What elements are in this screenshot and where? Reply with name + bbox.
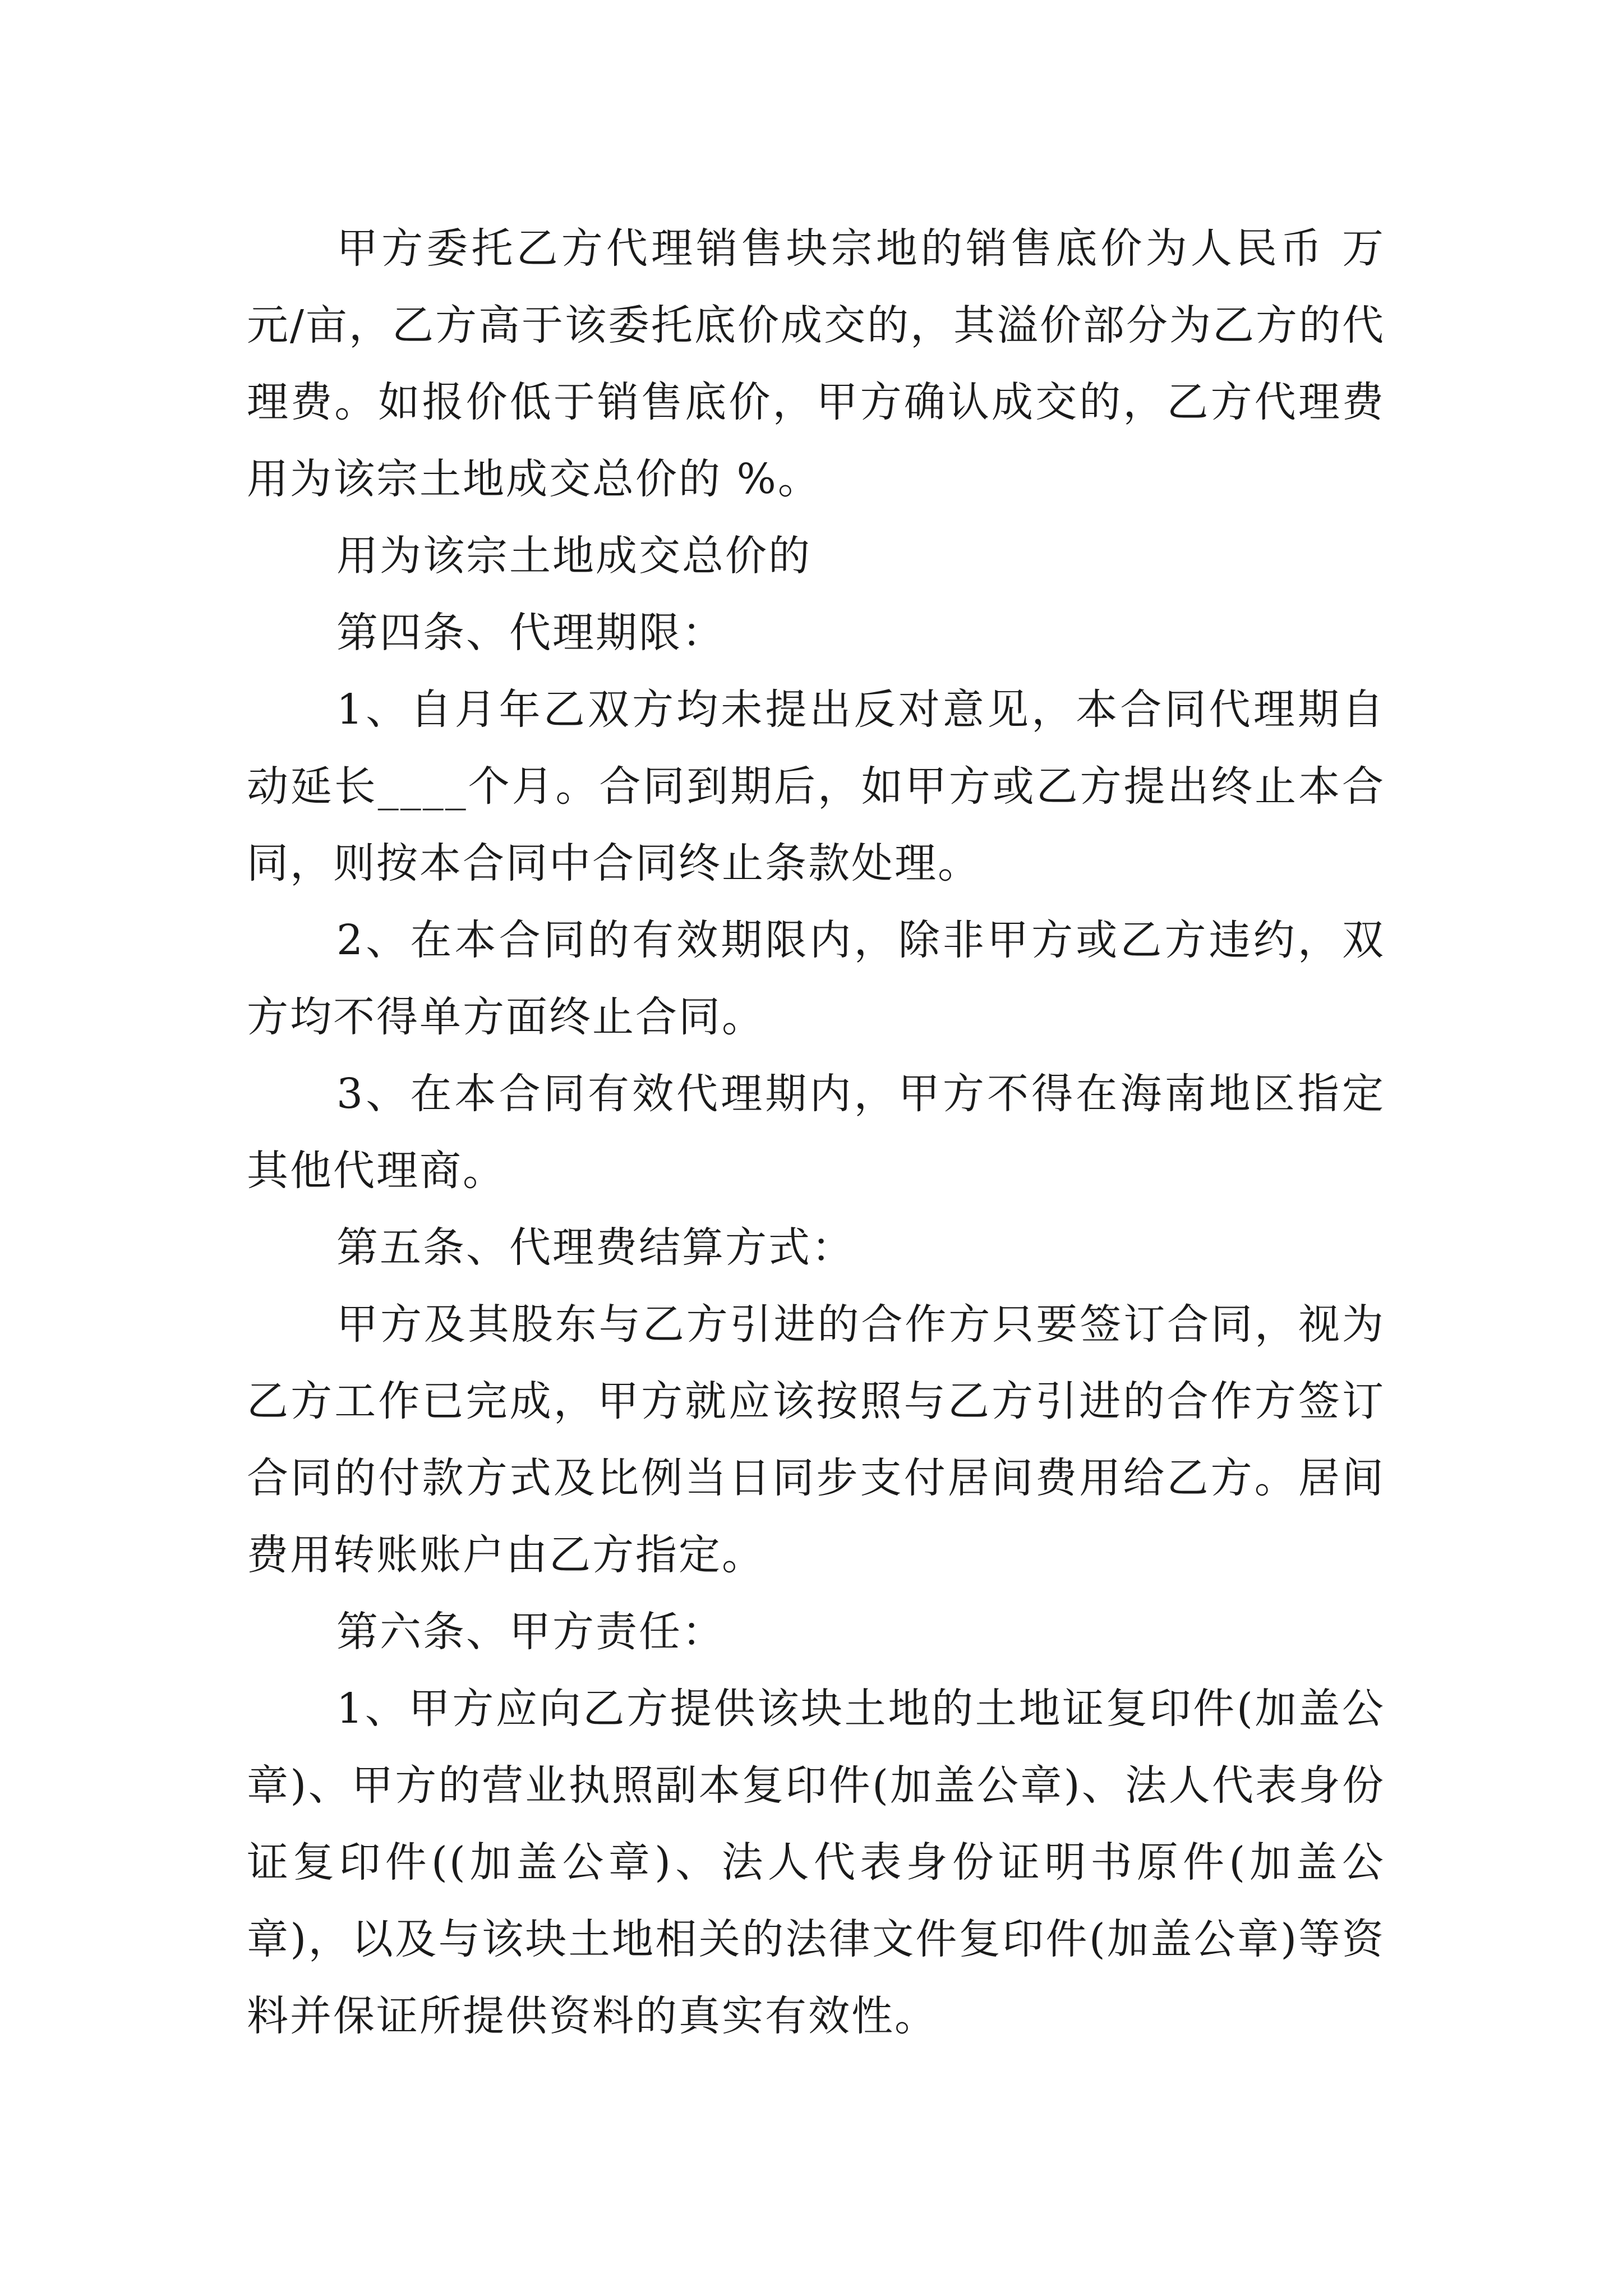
- paragraph-article-4-item-3: 3、在本合同有效代理期内，甲方不得在海南地区指定其他代理商。: [247, 1070, 1385, 1195]
- document-page: [247, 210, 1385, 2055]
- paragraph-article-4-item-1: 1、自月年乙双方均未提出反对意见，本合同代理期自动延长____个月。合同到期后，如甲方或乙方提出终止本合同，则按本合同中合同终止条款处理。: [247, 685, 1385, 887]
- paragraph-article-4-item-2: 2、在本合同的有效期限内，除非甲方或乙方违约，双方均不得单方面终止合同。: [247, 916, 1385, 1041]
- paragraph-base-price: 甲方委托乙方代理销售块宗地的销售底价为人民币 万元/亩，乙方高于该委托底价成交的，其溢价部分为乙方的代理费。如报价低于销售底价，甲方确认成交的，乙方代理费用为该宗土地成交总价的 %。: [247, 224, 1385, 503]
- heading-article-5: 第五条、代理费结算方式：: [336, 1223, 855, 1272]
- heading-article-4: 第四条、代理期限：: [336, 609, 725, 657]
- paragraph-article-6-item-1: 1、甲方应向乙方提供该块土地的土地证复印件(加盖公章)、甲方的营业执照副本复印件(加盖公章)、法人代表身份证复印件((加盖公章)、法人代表身份证明书原件(加盖公章)，以及与该块土地相关的法律文件复印件(加盖公章)等资料并保证所提供资料的真实有效性。: [247, 1685, 1385, 2040]
- heading-article-6: 第六条、甲方责任：: [336, 1608, 725, 1656]
- paragraph-fragment: 用为该宗土地成交总价的: [336, 532, 811, 580]
- paragraph-article-5-body: 甲方及其股东与乙方引进的合作方只要签订合同，视为乙方工作已完成，甲方就应该按照与乙方引进的合作方签订合同的付款方式及比例当日同步支付居间费用给乙方。居间费用转账账户由乙方指定。: [247, 1300, 1385, 1579]
